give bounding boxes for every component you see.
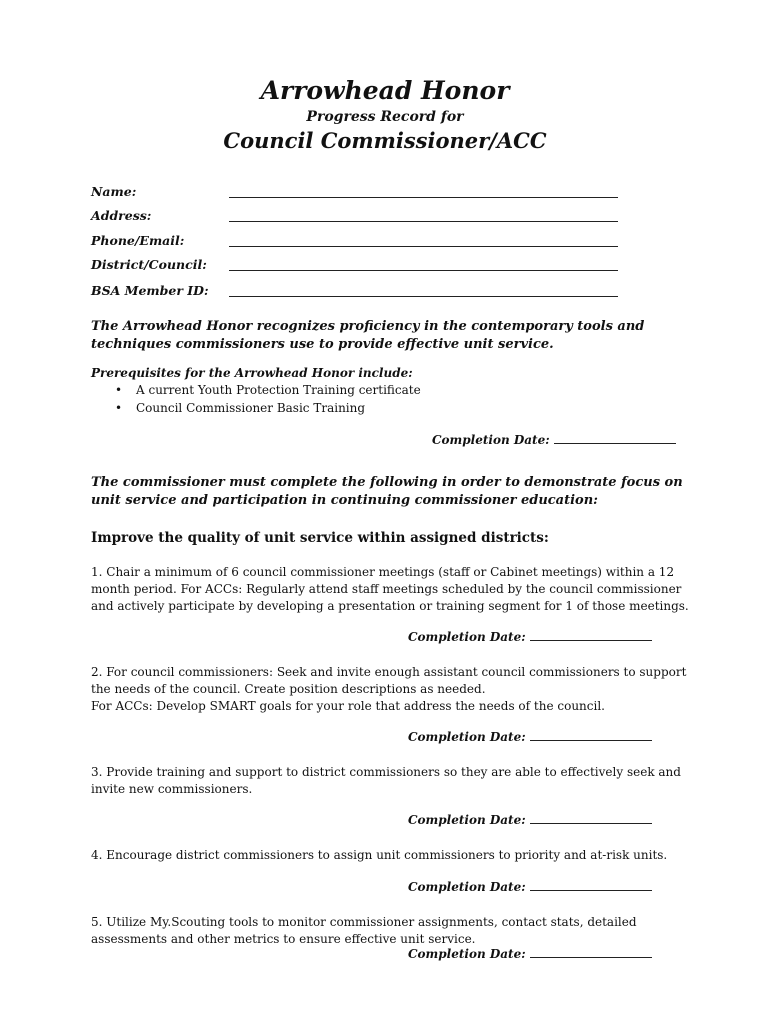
field-line-bsa-member-id[interactable] <box>229 296 618 297</box>
completion-date-task-1 <box>408 630 652 644</box>
task-item-4: 4. Encourage district commissioners to assign unit commissioners to priority and at-risk units. <box>91 848 668 862</box>
completion-date-prerequisites <box>432 433 676 447</box>
bullet-icon: • <box>115 383 123 397</box>
completion-date-label: Completion Date: <box>408 730 526 744</box>
intro-paragraph: The Arrowhead Honor recognizes proficiency in the contemporary tools and techniques commissioners use to provide effective unit service. <box>91 319 645 352</box>
prerequisites-heading: Prerequisites for the Arrowhead Honor include: <box>91 366 413 380</box>
bullet-icon: • <box>115 401 123 415</box>
field-line-address[interactable] <box>229 221 618 222</box>
document-subtitle: Progress Record for <box>306 109 464 125</box>
field-label-name: Name: <box>91 184 137 199</box>
task-item-2-text: 2. For council commissioners: Seek and invite enough assistant council commissioners to support the needs of the council. Create position descriptions as needed. <box>91 665 687 696</box>
field-line-phone-email[interactable] <box>229 246 618 247</box>
completion-date-task-4 <box>408 880 652 894</box>
task-item-3: 3. Provide training and support to district commissioners so they are able to effectively seek and invite new commissioners. <box>91 765 681 796</box>
completion-date-line[interactable] <box>530 947 652 958</box>
completion-date-line[interactable] <box>530 630 652 641</box>
completion-date-line[interactable] <box>554 433 676 444</box>
completion-date-line[interactable] <box>530 813 652 824</box>
prerequisite-item: Council Commissioner Basic Training <box>136 401 366 415</box>
field-label-district-council: District/Council: <box>91 257 207 272</box>
field-label-address: Address: <box>91 208 152 223</box>
section-heading: Improve the quality of unit service within assigned districts: <box>91 530 549 546</box>
completion-date-label: Completion Date: <box>408 813 526 827</box>
completion-date-task-2 <box>408 730 652 744</box>
document-role-title: Council Commissioner/ACC <box>223 128 547 153</box>
completion-date-task-5 <box>408 947 652 961</box>
task-item-5: 5. Utilize My.Scouting tools to monitor commissioner assignments, contact stats, detailed assessments and other metrics to ensure effective unit service. <box>91 915 637 946</box>
prerequisite-item: A current Youth Protection Training certificate <box>136 383 421 397</box>
task-item-2 <box>91 664 696 715</box>
completion-date-label: Completion Date: <box>432 433 550 447</box>
completion-date-line[interactable] <box>530 880 652 891</box>
completion-date-task-3 <box>408 813 652 827</box>
instructions-paragraph: The commissioner must complete the following in order to demonstrate focus on unit service and participation in continuing commissioner education: <box>91 475 683 508</box>
field-line-district-council[interactable] <box>229 270 618 271</box>
completion-date-label: Completion Date: <box>408 947 526 961</box>
document-title: Arrowhead Honor <box>260 76 510 105</box>
completion-date-label: Completion Date: <box>408 630 526 644</box>
completion-date-line[interactable] <box>530 730 652 741</box>
completion-date-label: Completion Date: <box>408 880 526 894</box>
field-label-bsa-member-id: BSA Member ID: <box>91 283 209 298</box>
field-label-phone-email: Phone/Email: <box>91 233 185 248</box>
task-item-1: 1. Chair a minimum of 6 council commissioner meetings (staff or Cabinet meetings) within a 12 month period. For ACCs: Regularly attend staff meetings scheduled by the council commissioner and actively participate by developing a presentation or training segment for 1 of those meetings. <box>91 565 689 613</box>
field-line-name[interactable] <box>229 197 618 198</box>
task-item-2-acc-text: For ACCs: Develop SMART goals for your role that address the needs of the council. <box>91 699 605 713</box>
